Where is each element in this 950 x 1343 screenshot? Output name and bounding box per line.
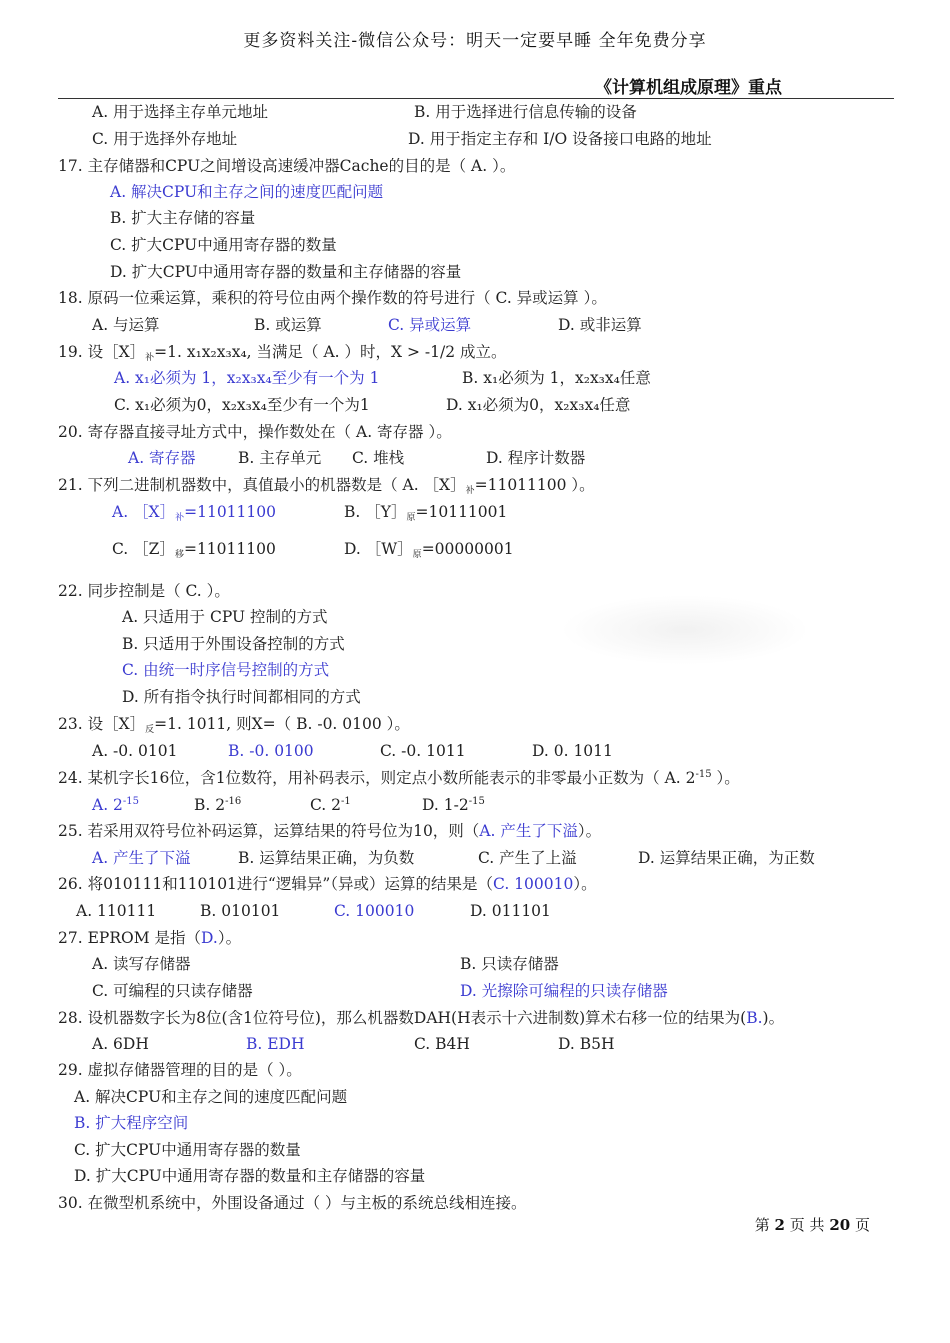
option-21b: B. $[Y]_原=10111001$ (344, 503, 508, 523)
page-footer: 第 2 页 共 20 页 (754, 1216, 870, 1234)
option-23a: A. -0. 0101 (92, 742, 178, 760)
option-19a: A. x₁必须为 1，x₂x₃x₄至少有一个为 1 (114, 369, 380, 387)
page-number: 2 (774, 1216, 785, 1234)
option-17d: D. 扩大CPU中通用寄存器的数量和主存储器的容量 (110, 263, 462, 281)
question-17: 17. 主存储器和CPU之间增设高速缓冲器Cache的目的是（ A. ）。 (58, 157, 516, 175)
scan-smudge (560, 595, 810, 665)
question-30: 30. 在微型机系统中，外围设备通过（ ）与主板的系统总线相连接。 (58, 1194, 527, 1212)
question-28: 28. 设机器数字长为8位(含1位符号位)，那么机器数DAH(H表示十六进制数)算术右移一位的结果为(B.)。 (58, 1009, 785, 1027)
option-20b: B. 主存单元 (238, 449, 322, 467)
option-19d: D. x₁必须为0，x₂x₃x₄任意 (446, 396, 631, 414)
question-29: 29. 虚拟存储器管理的目的是（ ）。 (58, 1061, 302, 1079)
option-29c: C. 扩大CPU中通用寄存器的数量 (74, 1141, 301, 1159)
option-18a: A. 与运算 (92, 316, 160, 334)
option-21c: C. $[Z]_移=11011100$ (112, 540, 276, 560)
option-17c: C. 扩大CPU中通用寄存器的数量 (110, 236, 337, 254)
doc-title: 《计算机组成原理》重点 (595, 78, 782, 98)
question-20: 20. 寄存器直接寻址方式中，操作数处在（ A. 寄存器 ）。 (58, 423, 452, 441)
page-total: 20 (829, 1216, 851, 1234)
option-20d: D. 程序计数器 (486, 449, 586, 467)
option-22c: C. 由统一时序信号控制的方式 (122, 661, 330, 679)
option-19b: B. x₁必须为 1，x₂x₃x₄任意 (462, 369, 651, 387)
option-25d: D. 运算结果正确，为正数 (638, 849, 815, 867)
option-16d: D. 用于指定主存和 I/O 设备接口电路的地址 (408, 130, 712, 148)
question-25: 25. 若采用双符号位补码运算，运算结果的符号位为10，则（A. 产生了下溢）。 (58, 822, 602, 840)
option-25b: B. 运算结果正确，为负数 (238, 849, 415, 867)
option-29a: A. 解决CPU和主存之间的速度匹配问题 (74, 1088, 348, 1106)
option-26b: B. 010101 (200, 902, 281, 920)
option-29d: D. 扩大CPU中通用寄存器的数量和主存储器的容量 (74, 1167, 426, 1185)
question-18: 18. 原码一位乘运算，乘积的符号位由两个操作数的符号进行（ C. 异或运算 ）。 (58, 289, 607, 307)
header-rule (58, 98, 894, 99)
option-26d: D. 011101 (470, 902, 551, 920)
option-27a: A. 读写存储器 (92, 955, 191, 973)
option-27b: B. 只读存储器 (460, 955, 559, 973)
option-27c: C. 可编程的只读存储器 (92, 982, 253, 1000)
question-21: 21. 下列二进制机器数中，真值最小的机器数是（ A. $[X]_补=11011100$ ）。 (58, 476, 595, 496)
option-18c: C. 异或运算 (388, 316, 472, 334)
option-16c: C. 用于选择外存地址 (92, 130, 238, 148)
option-24d: D. $1-2^{-15}$ (422, 796, 485, 814)
option-18d: D. 或非运算 (558, 316, 642, 334)
option-25a: A. 产生了下溢 (92, 849, 191, 867)
option-23b: B. -0. 0100 (228, 742, 314, 760)
option-21a: A. $[X]_补=11011100$ (112, 503, 276, 523)
option-26c: C. 100010 (334, 902, 415, 920)
question-19: 19. 设$[X]_补=1$. x₁x₂x₃x₄, 当满足（ A. ）时，X > -1/2 成立。 (58, 343, 507, 363)
question-27: 27. EPROM 是指（D.）。 (58, 929, 242, 947)
option-24a: A. $2^{-15}$ (92, 796, 140, 814)
option-22a: A. 只适用于 CPU 控制的方式 (122, 608, 328, 626)
option-28c: C. B4H (414, 1035, 470, 1053)
option-20a: A. 寄存器 (128, 449, 196, 467)
option-26a: A. 110111 (76, 902, 157, 920)
option-29b: B. 扩大程序空间 (74, 1114, 189, 1132)
option-16b: B. 用于选择进行信息传输的设备 (414, 103, 637, 121)
option-16a: A. 用于选择主存单元地址 (92, 103, 269, 121)
option-28b: B. EDH (246, 1035, 305, 1053)
option-19c: C. x₁必须为0，x₂x₃x₄至少有一个为1 (114, 396, 370, 414)
option-23c: C. -0. 1011 (380, 742, 466, 760)
option-27d: D. 光擦除可编程的只读存储器 (460, 982, 668, 1000)
option-28d: D. B5H (558, 1035, 615, 1053)
option-17a: A. 解决CPU和主存之间的速度匹配问题 (110, 183, 384, 201)
option-21d: D. $[W]_原=00000001$ (344, 540, 514, 560)
question-22: 22. 同步控制是（ C. ）。 (58, 582, 230, 600)
option-22b: B. 只适用于外围设备控制的方式 (122, 635, 345, 653)
option-24c: C. $2^{-1}$ (310, 796, 351, 814)
option-23d: D. 0. 1011 (532, 742, 613, 760)
option-28a: A. 6DH (92, 1035, 149, 1053)
top-banner: 更多资料关注-微信公众号：明天一定要早睡 全年免费分享 (243, 31, 707, 51)
question-23: 23. 设$[X]_反=1$. 1011, 则X=（ B. -0. 0100 ）。 (58, 715, 410, 735)
option-18b: B. 或运算 (254, 316, 322, 334)
question-24: 24. 某机字长16位，含1位数符，用补码表示，则定点小数所能表示的非零最小正数为（ A. $2^{-15}$ ）。 (58, 769, 740, 787)
option-20c: C. 堆栈 (352, 449, 405, 467)
option-22d: D. 所有指令执行时间都相同的方式 (122, 688, 361, 706)
option-24b: B. $2^{-16}$ (194, 796, 242, 814)
option-25c: C. 产生了上溢 (478, 849, 577, 867)
question-26: 26. 将010111和110101进行“逻辑异”（异或）运算的结果是（C. 100010）。 (58, 875, 597, 893)
option-17b: B. 扩大主存储的容量 (110, 209, 256, 227)
